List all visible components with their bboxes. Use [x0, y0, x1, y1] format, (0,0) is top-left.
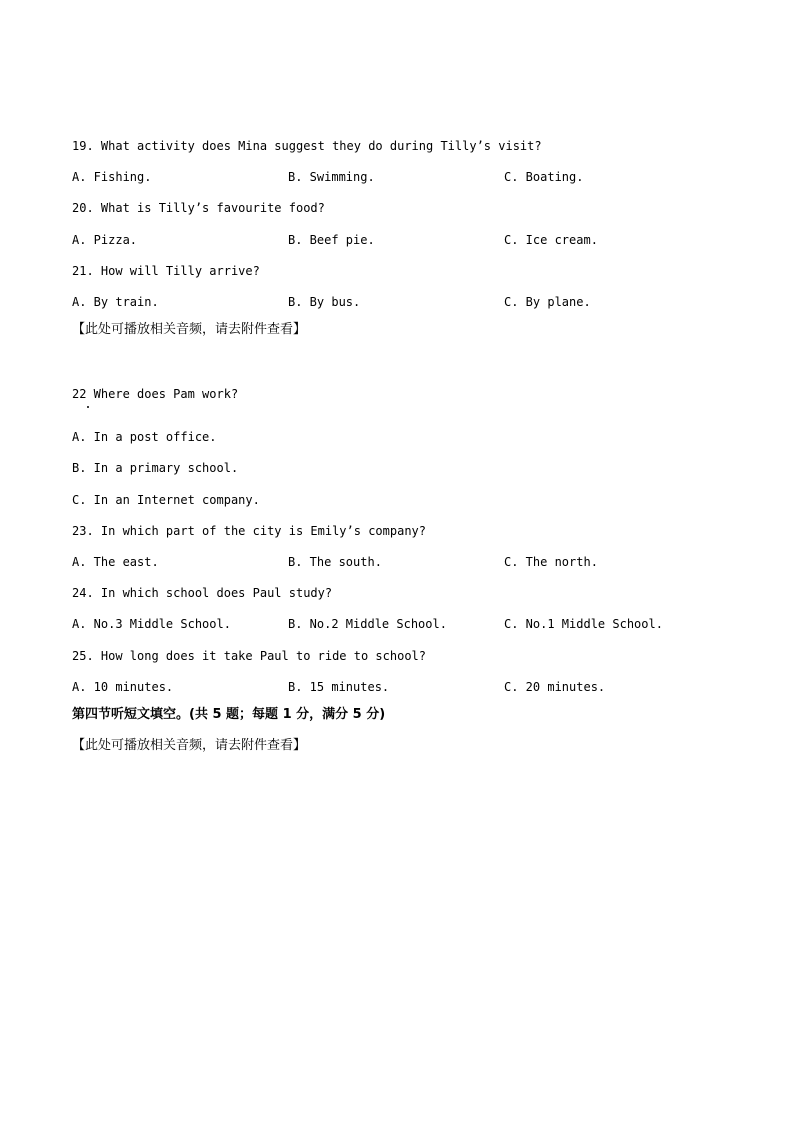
question-22-option-b: B. In a primary school.	[72, 461, 239, 475]
question-25-option-c: C. 20 minutes.	[504, 680, 606, 694]
question-24-option-c: C. No.1 Middle School.	[504, 617, 663, 631]
question-22-stem: 22 Where does Pam work?	[72, 387, 239, 401]
question-23-option-c: C. The north.	[504, 555, 598, 569]
question-23-option-b: B. The south.	[288, 555, 382, 569]
question-21-stem: 21. How will Tilly arrive?	[72, 264, 260, 278]
question-20-option-c: C. Ice cream.	[504, 233, 598, 247]
question-20-option-a: A. Pizza.	[72, 233, 138, 247]
question-22-option-c: C. In an Internet company.	[72, 493, 260, 507]
question-23-option-a: A. The east.	[72, 555, 159, 569]
question-24-option-b: B. No.2 Middle School.	[288, 617, 447, 631]
question-21-option-a: A. By train.	[72, 295, 159, 309]
question-25-option-a: A. 10 minutes.	[72, 680, 174, 694]
question-20-option-b: B. Beef pie.	[288, 233, 375, 247]
audio-note: 【此处可播放相关音频，请去附件查看】	[72, 738, 307, 753]
section-title: 第四节听短文填空。(共 5 题；每题 1 分，满分 5 分)	[72, 707, 386, 722]
question-20-stem: 20. What is Tilly’s favourite food?	[72, 201, 325, 215]
question-19-stem: 19. What activity does Mina suggest they do during Tilly’s visit?	[72, 139, 542, 153]
question-25-option-b: B. 15 minutes.	[288, 680, 390, 694]
question-19-option-c: C. Boating.	[504, 170, 584, 184]
question-22-option-a: A. In a post office.	[72, 430, 217, 444]
question-21-option-b: B. By bus.	[288, 295, 361, 309]
question-24-option-a: A. No.3 Middle School.	[72, 617, 231, 631]
audio-note: 【此处可播放相关音频，请去附件查看】	[72, 322, 307, 337]
question-21-option-c: C. By plane.	[504, 295, 591, 309]
question-25-stem: 25. How long does it take Paul to ride to school?	[72, 649, 427, 663]
question-19-option-a: A. Fishing.	[72, 170, 152, 184]
question-19-option-b: B. Swimming.	[288, 170, 375, 184]
stray-dot	[87, 406, 89, 408]
question-24-stem: 24. In which school does Paul study?	[72, 586, 333, 600]
question-23-stem: 23. In which part of the city is Emily’s company?	[72, 524, 427, 538]
